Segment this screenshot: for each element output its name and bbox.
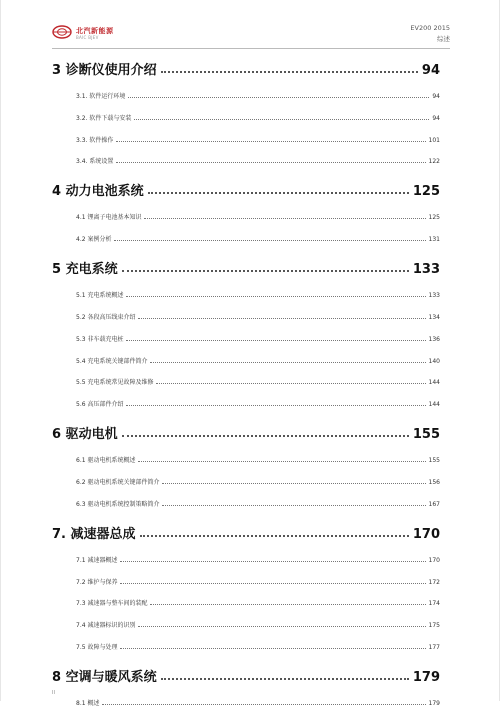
section-title: 5.1 充电系统概述 [76,292,124,300]
toc-section-entry[interactable] [52,619,440,629]
dot-leader [126,296,425,297]
section-title: 7.5 故障与处理 [76,643,118,651]
section-title: 5.3 非车载充电桩 [76,335,124,343]
section-title: 7.3 减速器与整车间的装配 [76,600,148,608]
section-title: 3.4. 系统设置 [76,158,114,166]
section-title: 5.6 高压部件介绍 [76,401,124,409]
chapter-page-number: 125 [412,184,440,200]
document-code: EV200 2015 [410,24,450,32]
header-divider [52,48,450,49]
section-page-number: 144 [428,379,440,387]
section-page-number: 94 [432,114,440,122]
dot-leader [138,318,425,319]
section-title: 4.2 案例分析 [76,236,112,244]
toc-section-entry[interactable] [52,311,440,321]
toc-section-entry[interactable] [52,333,440,343]
toc-section-entry[interactable] [52,112,440,122]
chapter-page-number: 155 [412,427,440,443]
section-title: 8.1 概述 [76,699,100,707]
dot-leader [116,141,425,142]
toc-section-entry[interactable] [52,454,440,464]
section-title: 3.3. 软件操作 [76,136,114,144]
dot-leader [102,704,425,705]
section-title: 7.1 减速器概述 [76,556,118,564]
section-page-number: 101 [428,136,440,144]
toc-chapter-entry[interactable] [52,177,440,199]
section-title: 7.2 维护与保养 [76,578,118,586]
section-page-number: 140 [428,357,440,365]
dot-leader [148,192,409,194]
toc-chapter-entry[interactable] [52,56,440,78]
section-title: 7.4 减速器标识的识别 [76,622,136,630]
toc-chapter-entry[interactable] [52,420,440,442]
toc-section-entry[interactable] [52,597,440,607]
toc-section-entry[interactable] [52,576,440,586]
section-page-number: 177 [428,643,440,651]
section-page-number: 156 [428,478,440,486]
toc-chapter-entry[interactable] [52,255,440,277]
section-page-number: 134 [428,313,440,321]
chapter-page-number: 179 [412,669,440,685]
section-title: 3.1. 软件运行环境 [76,93,126,100]
section-title: 6.3 驱动电机系统控制策略简介 [76,500,160,508]
section-page-number: 170 [428,556,440,564]
section-page-number: 136 [428,335,440,343]
chapter-title: 3 诊断仪使用介绍 [52,63,157,78]
section-title: 5.5 充电系统常见故障及维修 [76,379,154,387]
dot-leader [156,383,425,384]
logo-text-en: BAIC BJEV [76,35,99,40]
chapter-page-number: 133 [412,262,440,278]
section-page-number: 125 [428,214,440,222]
section-title: 5.4 充电系统关键部件简介 [76,357,148,365]
logo-text-cn: 北汽新能源 [76,27,114,35]
toc-section-entry[interactable] [52,355,440,365]
toc-section-entry[interactable] [52,289,440,299]
dot-leader [122,435,409,437]
section-page-number: 144 [428,401,440,409]
dot-leader [128,97,429,98]
toc-section-entry[interactable] [52,641,440,651]
toc-section-entry[interactable] [52,155,440,165]
baic-logo-icon [52,25,72,39]
dot-leader [114,240,425,241]
chapter-page-number: 94 [421,63,440,78]
section-title: 6.2 驱动电机系统关键部件简介 [76,478,160,486]
section-page-number: 179 [428,699,440,707]
section-page-number: 167 [428,500,440,508]
dot-leader [126,340,425,341]
chapter-title: 6 驱动电机 [52,427,118,443]
dot-leader [150,362,425,363]
dot-leader [120,561,425,562]
brand-logo [52,23,142,45]
toc-section-entry[interactable] [52,90,440,100]
toc-section-entry[interactable] [52,134,440,144]
toc-section-entry[interactable] [52,233,440,243]
toc-section-entry[interactable] [52,554,440,564]
dot-leader [161,71,418,73]
dot-leader [140,535,409,537]
dot-leader [120,648,425,649]
dot-leader [162,483,425,484]
toc-chapter-entry[interactable] [52,520,440,542]
section-page-number: 122 [428,158,440,166]
chapter-title: 4 动力电池系统 [52,184,144,200]
toc-section-entry[interactable] [52,476,440,486]
chapter-page-number: 170 [412,526,440,542]
section-title: 5.2 各段高压线束介绍 [76,313,136,321]
toc-section-entry[interactable] [52,697,440,707]
dot-leader [138,461,425,462]
toc-section-entry[interactable] [52,211,440,221]
dot-leader [161,678,409,680]
dot-leader [126,405,425,406]
section-page-number: 174 [428,600,440,608]
dot-leader [162,505,425,506]
section-title: 3.2. 软件下载与安装 [76,114,132,122]
dot-leader [150,604,425,605]
section-title: 6.1 驱动电机系统概述 [76,457,136,465]
toc-chapter-entry[interactable] [52,663,440,685]
chapter-title: 5 充电系统 [52,262,118,278]
dot-leader [116,162,425,163]
dot-leader [144,218,425,219]
section-page-number: 155 [428,457,440,465]
section-page-number: 131 [428,236,440,244]
chapter-title: 8 空调与暖风系统 [52,669,157,685]
dot-leader [120,583,425,584]
section-page-number: 175 [428,622,440,630]
page-header [52,18,450,48]
table-of-contents [52,56,440,719]
toc-section-entry[interactable] [52,376,440,386]
toc-section-entry[interactable] [52,498,440,508]
section-page-number: 94 [432,93,440,100]
section-title: 4.1 锂离子电池基本知识 [76,214,142,222]
page-marker: II [52,690,55,696]
dot-leader [122,270,409,272]
dot-leader [138,626,425,627]
toc-section-entry[interactable] [52,398,440,408]
section-page-number: 172 [428,578,440,586]
dot-leader [134,119,429,120]
chapter-title: 7. 减速器总成 [52,526,136,542]
document-subtitle: 综述 [437,35,450,43]
section-page-number: 133 [428,292,440,300]
